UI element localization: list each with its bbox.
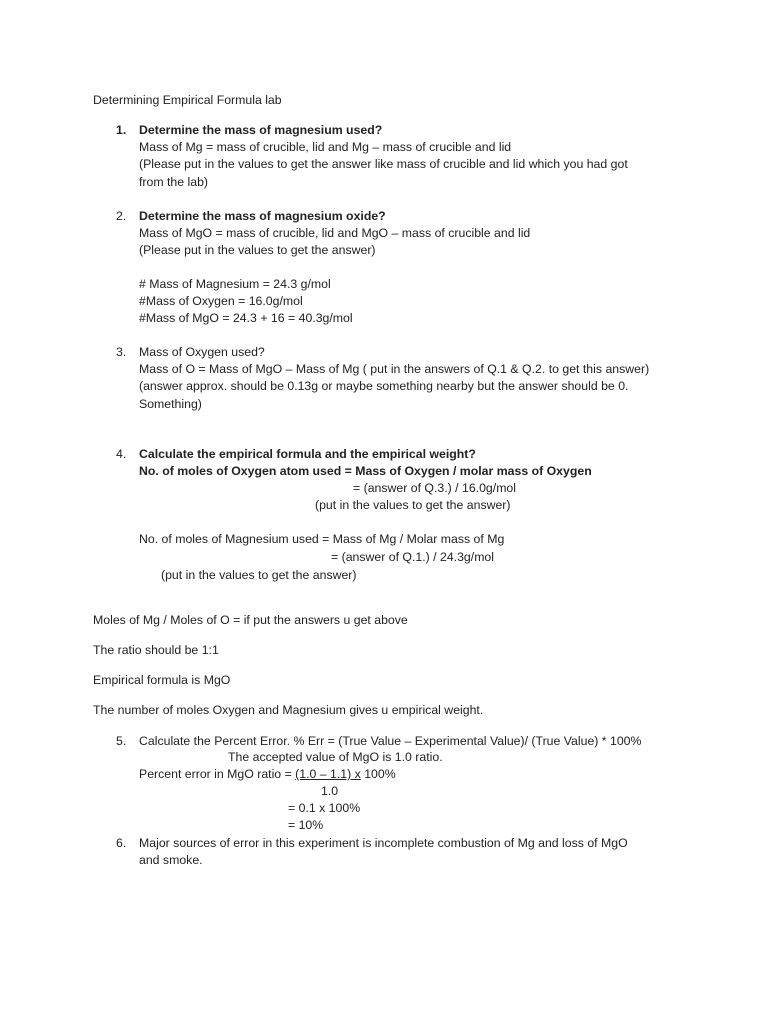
q2-line-2: (Please put in the values to get the answer): [139, 243, 376, 257]
q1-line-1: Mass of Mg = mass of crucible, lid and Mg – mass of crucible and lid: [139, 140, 512, 154]
q6-line-1: Major sources of error in this experiment is incomplete combustion of Mg and loss of MgO: [139, 836, 628, 850]
q3-line-3: Something): [139, 397, 202, 411]
q4-heading: Calculate the empirical formula and the empirical weight?: [139, 447, 476, 461]
q2-note-2: #Mass of Oxygen = 16.0g/mol: [139, 294, 303, 308]
q3-heading: Mass of Oxygen used?: [139, 345, 265, 359]
percent-error-tail: 100%: [360, 767, 396, 781]
q4-oxygen-moles: No. of moles of Oxygen atom used = Mass of Oxygen / molar mass of Oxygen: [139, 464, 592, 478]
q3-number: 3.: [116, 345, 127, 359]
q3-line-2: (answer approx. should be 0.13g or maybe something nearby but the answer should be 0.: [139, 379, 629, 393]
q2-note-3: #Mass of MgO = 24.3 + 16 = 40.3g/mol: [139, 311, 353, 325]
q4-number: 4.: [116, 447, 127, 461]
q2-line-1: Mass of MgO = mass of crucible, lid and MgO – mass of crucible and lid: [139, 226, 531, 240]
q5-line-1: Calculate the Percent Error. % Err = (True Value – Experimental Value)/ (True Value) * 100%: [139, 734, 642, 748]
q1-line-2: (Please put in the values to get the answer like mass of crucible and lid which you had got: [139, 157, 628, 171]
q2-number: 2.: [116, 209, 127, 223]
q2-heading: Determine the mass of magnesium oxide?: [139, 209, 386, 223]
percent-error-formula: [139, 767, 396, 782]
q4-magnesium-moles: No. of moles of Magnesium used = Mass of Mg / Molar mass of Mg: [139, 532, 505, 546]
q5-number: 5.: [116, 734, 127, 748]
percent-error-denominator: 1.0: [321, 784, 339, 798]
q2-note-1: # Mass of Magnesium = 24.3 g/mol: [139, 277, 331, 291]
empirical-weight: The number of moles Oxygen and Magnesium gives u empirical weight.: [93, 703, 484, 717]
q6-number: 6.: [116, 836, 127, 850]
q1-line-3: from the lab): [139, 175, 209, 189]
q1-number: 1.: [116, 123, 127, 137]
q6-line-2: and smoke.: [139, 853, 203, 867]
ratio-expectation: The ratio should be 1:1: [93, 643, 219, 657]
document-title: Determining Empirical Formula lab: [93, 93, 282, 107]
q3-line-1: Mass of O = Mass of MgO – Mass of Mg ( put in the answers of Q.1 & Q.2. to get this answer): [139, 362, 650, 376]
percent-error-label: Percent error in MgO ratio =: [139, 767, 296, 781]
percent-error-step-2: = 10%: [288, 818, 324, 832]
percent-error-step-1: = 0.1 x 100%: [288, 801, 361, 815]
q4-oxygen-equation: = (answer of Q.3.) / 16.0g/mol: [353, 481, 517, 495]
q4-oxygen-note: (put in the values to get the answer): [315, 498, 511, 512]
empirical-formula: Empirical formula is MgO: [93, 673, 231, 687]
q4-magnesium-note: (put in the values to get the answer): [161, 568, 357, 582]
q4-magnesium-equation: = (answer of Q.1.) / 24.3g/mol: [331, 550, 495, 564]
ratio-line: Moles of Mg / Moles of O = if put the answers u get above: [93, 613, 408, 627]
q1-heading: Determine the mass of magnesium used?: [139, 123, 383, 137]
q5-line-2: The accepted value of MgO is 1.0 ratio.: [228, 750, 443, 764]
percent-error-numerator: (1.0 – 1.1) x: [295, 767, 361, 781]
